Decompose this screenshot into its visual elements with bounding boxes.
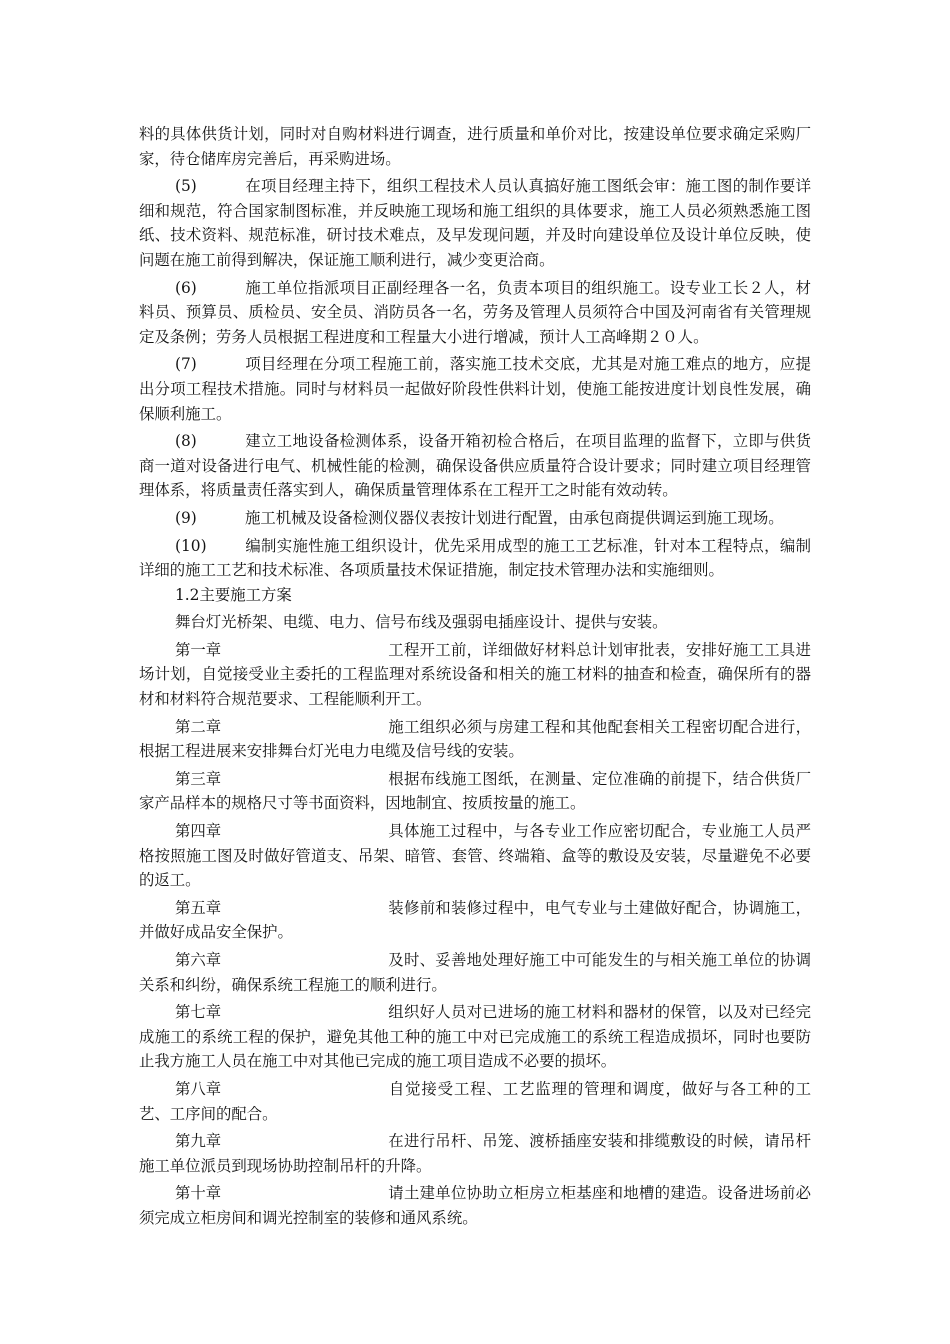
item-number: (8) bbox=[175, 432, 197, 451]
chapter-text: 具体施工过程中，与各专业工作应密切配合，专业施工人员严格按照施工图及时做好管道支、吊架、暗管、套管、终端箱、盒等的敷设及安装，尽量避免不必要的返工。 bbox=[139, 822, 811, 890]
item-text: 施工单位指派项目正副经理各一名，负责本项目的组织施工。设专业工长２人，材料员、预算员、质检员、安全员、消防员各一名，劳务及管理人员须符合中国及河南省有关管理规定及条例；劳务人员根据工程进度和工程量大小进行增减，预计人工高峰期２０人。 bbox=[139, 278, 811, 346]
item-paragraph-8 bbox=[139, 429, 811, 503]
chapter-paragraph-9 bbox=[139, 1129, 811, 1178]
chapter-label: 第六章 bbox=[175, 951, 222, 969]
chapter-text: 装修前和装修过程中，电气专业与土建做好配合，协调施工，并做好成品安全保护。 bbox=[139, 898, 811, 942]
chapter-text: 根据布线施工图纸，在测量、定位准确的前提下，结合供货厂家产品样本的规格尺寸等书面资料，因地制宜、按质按量的施工。 bbox=[139, 769, 811, 813]
chapter-label: 第二章 bbox=[175, 717, 222, 736]
chapter-text: 自觉接受工程、工艺监理的管理和调度，做好与各工种的工艺、工序间的配合。 bbox=[139, 1079, 811, 1123]
item-paragraph-7 bbox=[139, 352, 811, 426]
chapter-text: 组织好人员对已进场的施工材料和器材的保管，以及对已经完成施工的系统工程的保护，避免其他工种的施工中对已完成施工的系统工程造成损坏，同时也要防止我方施工人员在施工中对其他已完成的施工项目造成不必要的损坏。 bbox=[139, 1003, 811, 1071]
item-number: (5) bbox=[175, 177, 197, 196]
chapter-label: 第一章 bbox=[175, 640, 222, 659]
chapter-paragraph-3 bbox=[139, 767, 811, 816]
intro-paragraph: 料的具体供货计划，同时对自购材料进行调查，进行质量和单价对比，按建设单位要求确定采购厂家，待仓储库房完善后，再采购进场。 bbox=[139, 125, 811, 168]
chapter-label: 第十章 bbox=[175, 1184, 222, 1203]
section-heading: 1.2主要施工方案 bbox=[175, 585, 292, 604]
item-text: 编制实施性施工组织设计，优先采用成型的施工工艺标准，针对本工程特点，编制详细的施工工艺和技术标准、各项质量技术保证措施，制定技术管理办法和实施细则。 bbox=[139, 536, 811, 580]
item-paragraph-5 bbox=[139, 174, 811, 272]
chapter-text: 在进行吊杆、吊笼、渡桥插座安装和排缆敷设的时候，请吊杆施工单位派员到现场协助控制吊杆的升降。 bbox=[139, 1132, 811, 1175]
item-paragraph-10 bbox=[139, 534, 811, 583]
item-text: 项目经理在分项工程施工前，落实施工技术交底，尤其是对施工难点的地方，应提出分项工程技术措施。同时与材料员一起做好阶段性供料计划，使施工能按进度计划良性发展，确保顺利施工。 bbox=[139, 355, 811, 423]
chapter-text: 及时、妥善地处理好施工中可能发生的与相关施工单位的协调关系和纠纷，确保系统工程施工的顺利进行。 bbox=[139, 951, 811, 994]
item-text: 建立工地设备检测体系，设备开箱初检合格后，在项目监理的监督下，立即与供货商一道对设备进行电气、机械性能的检测，确保设备供应质量符合设计要求；同时建立项目经理管理体系，将质量责任落实到人，确保质量管理体系在工程开工之时能有效动转。 bbox=[139, 432, 811, 500]
chapter-paragraph-6 bbox=[139, 948, 811, 997]
chapter-text: 工程开工前，详细做好材料总计划审批表，安排好施工工具进场计划，自觉接受业主委托的工程监理对系统设备和相关的施工材料的抽查和检查，确保所有的器材和材料符合规范要求、工程能顺利开工。 bbox=[139, 640, 811, 709]
chapter-paragraph-10 bbox=[139, 1181, 811, 1230]
item-paragraph-6 bbox=[139, 276, 811, 350]
chapter-label: 第九章 bbox=[175, 1132, 222, 1151]
chapter-paragraph-2 bbox=[139, 715, 811, 764]
item-text: 在项目经理主持下，组织工程技术人员认真搞好施工图纸会审：施工图的制作要详细和规范，符合国家制图标准，并反映施工现场和施工组织的具体要求，施工人员必须熟悉施工图纸、技术资料、规范标准，研讨技术难点，及早发现问题，并及时向建设单位及设计单位反映，使问题在施工前得到解决，保证施工顺利进行，减少变更洽商。 bbox=[139, 177, 811, 269]
chapter-text: 施工组织必须与房建工程和其他配套相关工程密切配合进行，根据工程进展来安排舞台灯光电力电缆及信号线的安装。 bbox=[139, 717, 811, 761]
chapter-paragraph-1 bbox=[139, 638, 811, 712]
chapter-label: 第三章 bbox=[175, 769, 222, 788]
chapter-paragraph-4 bbox=[139, 819, 811, 893]
chapter-label: 第七章 bbox=[175, 1003, 222, 1022]
chapter-label: 第八章 bbox=[175, 1079, 222, 1098]
chapter-paragraph-7 bbox=[139, 1000, 811, 1074]
item-paragraph-9 bbox=[139, 506, 811, 531]
chapter-paragraph-8 bbox=[139, 1077, 811, 1126]
item-number: (7) bbox=[175, 355, 197, 374]
item-text: 施工机械及设备检测仪器仪表按计划进行配置，由承包商提供调运到施工现场。 bbox=[245, 508, 784, 527]
chapter-label: 第五章 bbox=[175, 898, 222, 917]
item-number: (6) bbox=[175, 278, 197, 297]
section-subtitle: 舞台灯光桥架、电缆、电力、信号布线及强弱电插座设计、提供与安装。 bbox=[175, 613, 668, 632]
item-number: (9) bbox=[175, 508, 197, 527]
document-page bbox=[139, 122, 811, 1231]
chapter-paragraph-5 bbox=[139, 896, 811, 945]
item-number: (10) bbox=[175, 536, 207, 555]
chapter-text: 请土建单位协助立柜房立柜基座和地槽的建造。设备进场前必须完成立柜房间和调光控制室的装修和通风系统。 bbox=[139, 1184, 811, 1227]
chapter-label: 第四章 bbox=[175, 822, 222, 841]
